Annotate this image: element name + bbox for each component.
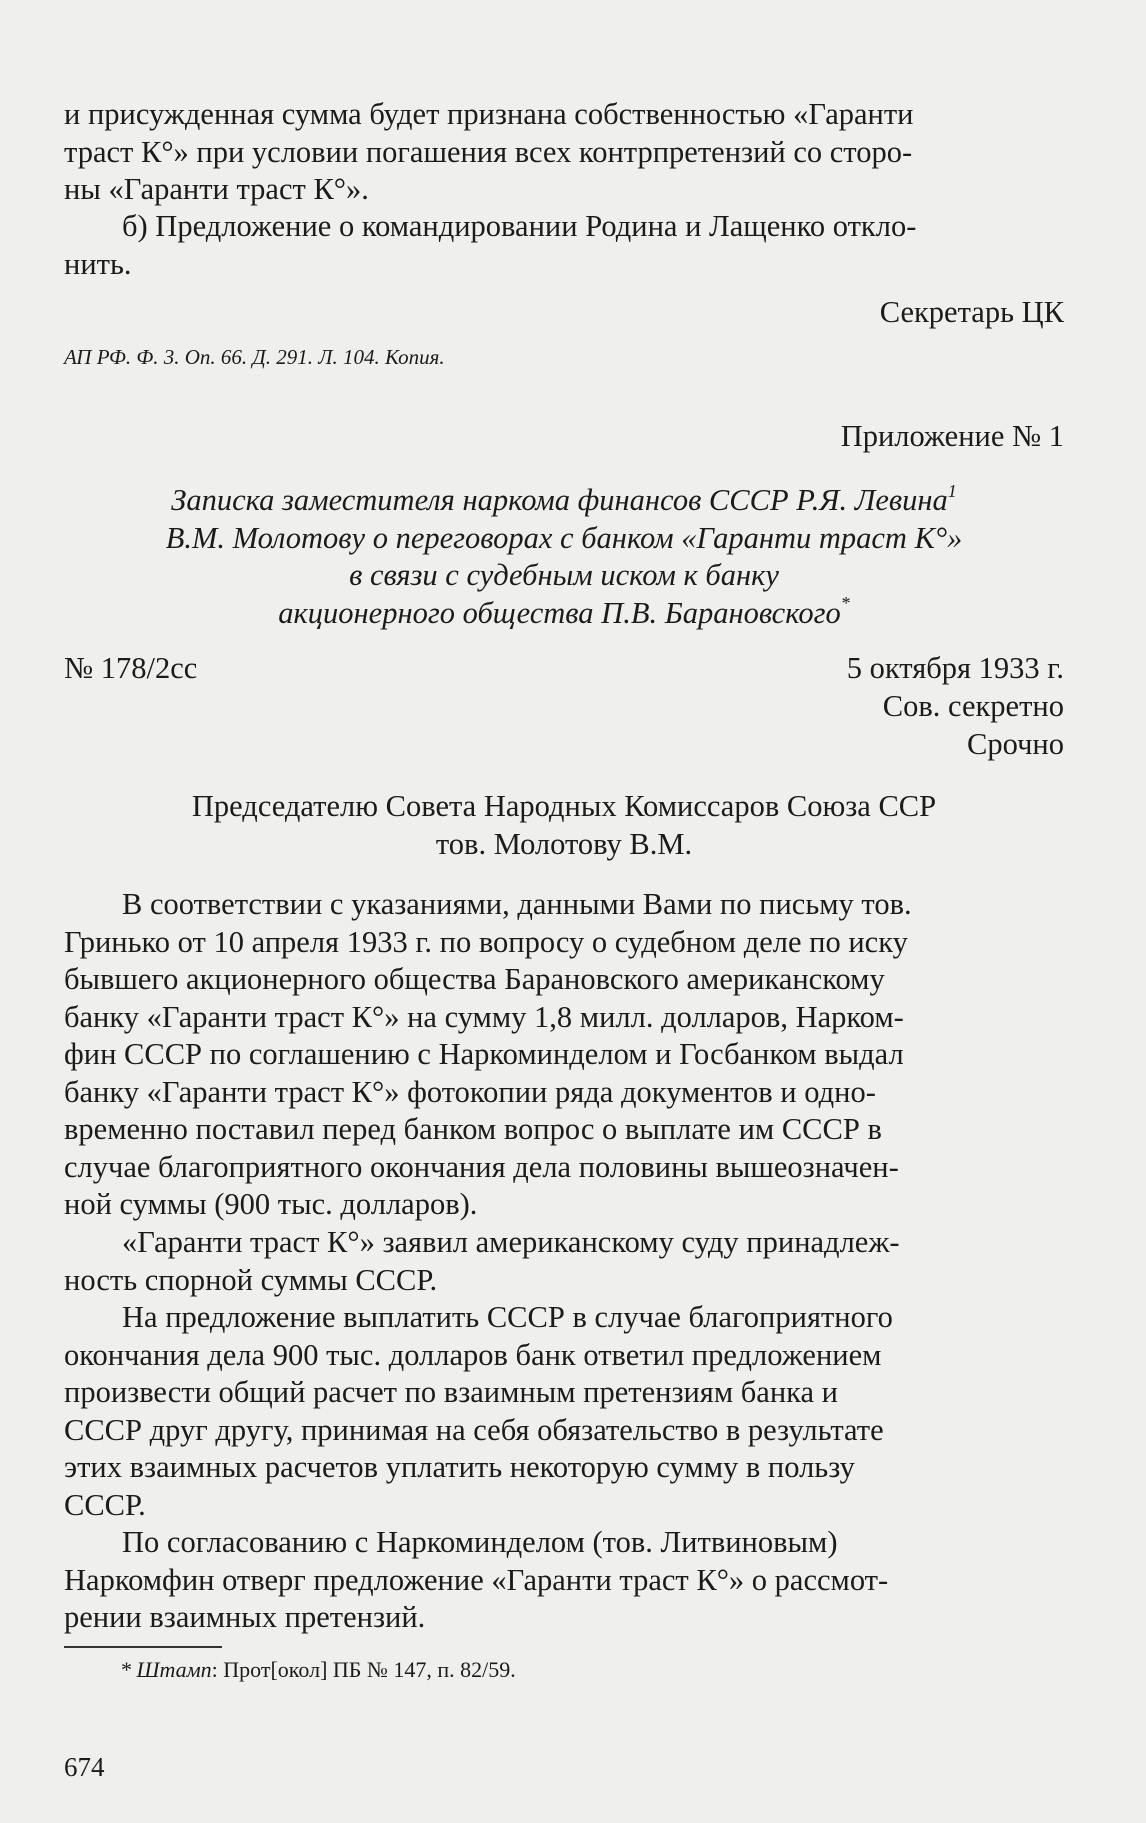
title-line: в связи с судебным иском к банку	[349, 558, 779, 592]
text-line: нить.	[64, 246, 132, 281]
appendix-label: Приложение № 1	[840, 419, 1064, 453]
text-line: В соответствии с указаниями, данными Вами по письму тов.	[122, 887, 912, 921]
title-line: Записка заместителя наркома финансов СССР Р.Я. Левина$^1$	[171, 480, 957, 517]
text-line: ной суммы (900 тыс. долларов).	[64, 1187, 478, 1221]
title-line: акционерного общества П.В. Барановского*	[278, 593, 850, 630]
text-line: случае благоприятного окончания дела половины вышеозначен-	[64, 1149, 899, 1184]
text-line: рении взаимных претензий.	[64, 1600, 426, 1634]
top-paragraph	[64, 96, 1064, 209]
text-line: банку «Гаранти траст К°» фотокопии ряда документов и одно-	[64, 1074, 876, 1109]
addressee-line-2: тов. Молотову В.М.	[435, 827, 693, 861]
classification: Сов. секретно	[882, 689, 1064, 723]
paragraph-4	[64, 1524, 1064, 1637]
footnote-mark: *	[840, 593, 850, 614]
text-line: На предложение выплатить СССР в случае благоприятного	[122, 1300, 893, 1334]
text-line: СССР.	[64, 1487, 146, 1522]
text-line: бывшего акционерного общества Барановского американскому	[64, 962, 885, 996]
document-title	[64, 482, 1064, 632]
addressee-line-1: Председателю Совета Народных Комиссаров Союза ССР	[191, 789, 937, 823]
text-line: временно поставил перед банком вопрос о выплате им СССР в	[64, 1112, 882, 1146]
urgency: Срочно	[967, 727, 1064, 761]
text-line: банку «Гаранти траст К°» на сумму 1,8 милл. долларов, Нарком-	[64, 999, 904, 1034]
text-line: этих взаимных расчетов уплатить некоторую сумму в пользу	[64, 1450, 855, 1484]
point-b-paragraph	[64, 208, 1064, 283]
title-line: В.М. Молотову о переговорах с банком «Гаранти траст К°»	[165, 520, 963, 555]
text-line: ны «Гаранти траст К°».	[64, 172, 369, 206]
archive-reference: АП РФ. Ф. 3. Оп. 66. Д. 291. Л. 104. Копия.	[64, 345, 445, 369]
footnote-divider	[64, 1646, 222, 1648]
text-line: фин СССР по соглашению с Наркоминделом и Госбанком выдал	[64, 1037, 904, 1071]
footnote-label: * Штамп	[120, 1657, 212, 1682]
text-line: Гринько от 10 апреля 1933 г. по вопросу о судебном деле по иску	[64, 924, 908, 959]
paragraph-2	[64, 1224, 1064, 1299]
text-line: произвести общий расчет по взаимным претензиям банка и	[64, 1375, 838, 1409]
text-line: и присужденная сумма будет признана собственностью «Гаранти	[64, 97, 914, 131]
text-line: б) Предложение о командировании Родина и Лащенко откло-	[122, 209, 917, 243]
doc-date: 5 октября 1933 г.	[846, 651, 1064, 685]
text-line: ность спорной суммы СССР.	[64, 1262, 438, 1297]
paragraph-1	[64, 886, 1064, 1224]
text-line: траст К°» при условии погашения всех контрпретензий со сторо-	[64, 134, 913, 169]
paragraph-3	[64, 1299, 1064, 1524]
doc-header-row	[64, 650, 1064, 688]
text-line: «Гаранти траст К°» заявил американскому суду принадлеж-	[122, 1225, 900, 1259]
footnote-mark: 1	[947, 480, 957, 501]
doc-number: № 178/2сс	[64, 651, 198, 685]
signature: Секретарь ЦК	[879, 295, 1064, 329]
text-line: окончания дела 900 тыс. долларов банк ответил предложением	[64, 1337, 882, 1372]
text-line: СССР друг другу, принимая на себя обязательство в результате	[64, 1412, 884, 1447]
footnote	[64, 1656, 1120, 1684]
footnote-text: : Прот[окол] ПБ № 147, п. 82/59.	[211, 1657, 516, 1682]
text-line: По согласованию с Наркоминделом (тов. Литвиновым)	[122, 1525, 838, 1559]
text-line: Наркомфин отверг предложение «Гаранти траст К°» о рассмот-	[64, 1562, 889, 1597]
page-number: 674	[64, 1752, 105, 1782]
